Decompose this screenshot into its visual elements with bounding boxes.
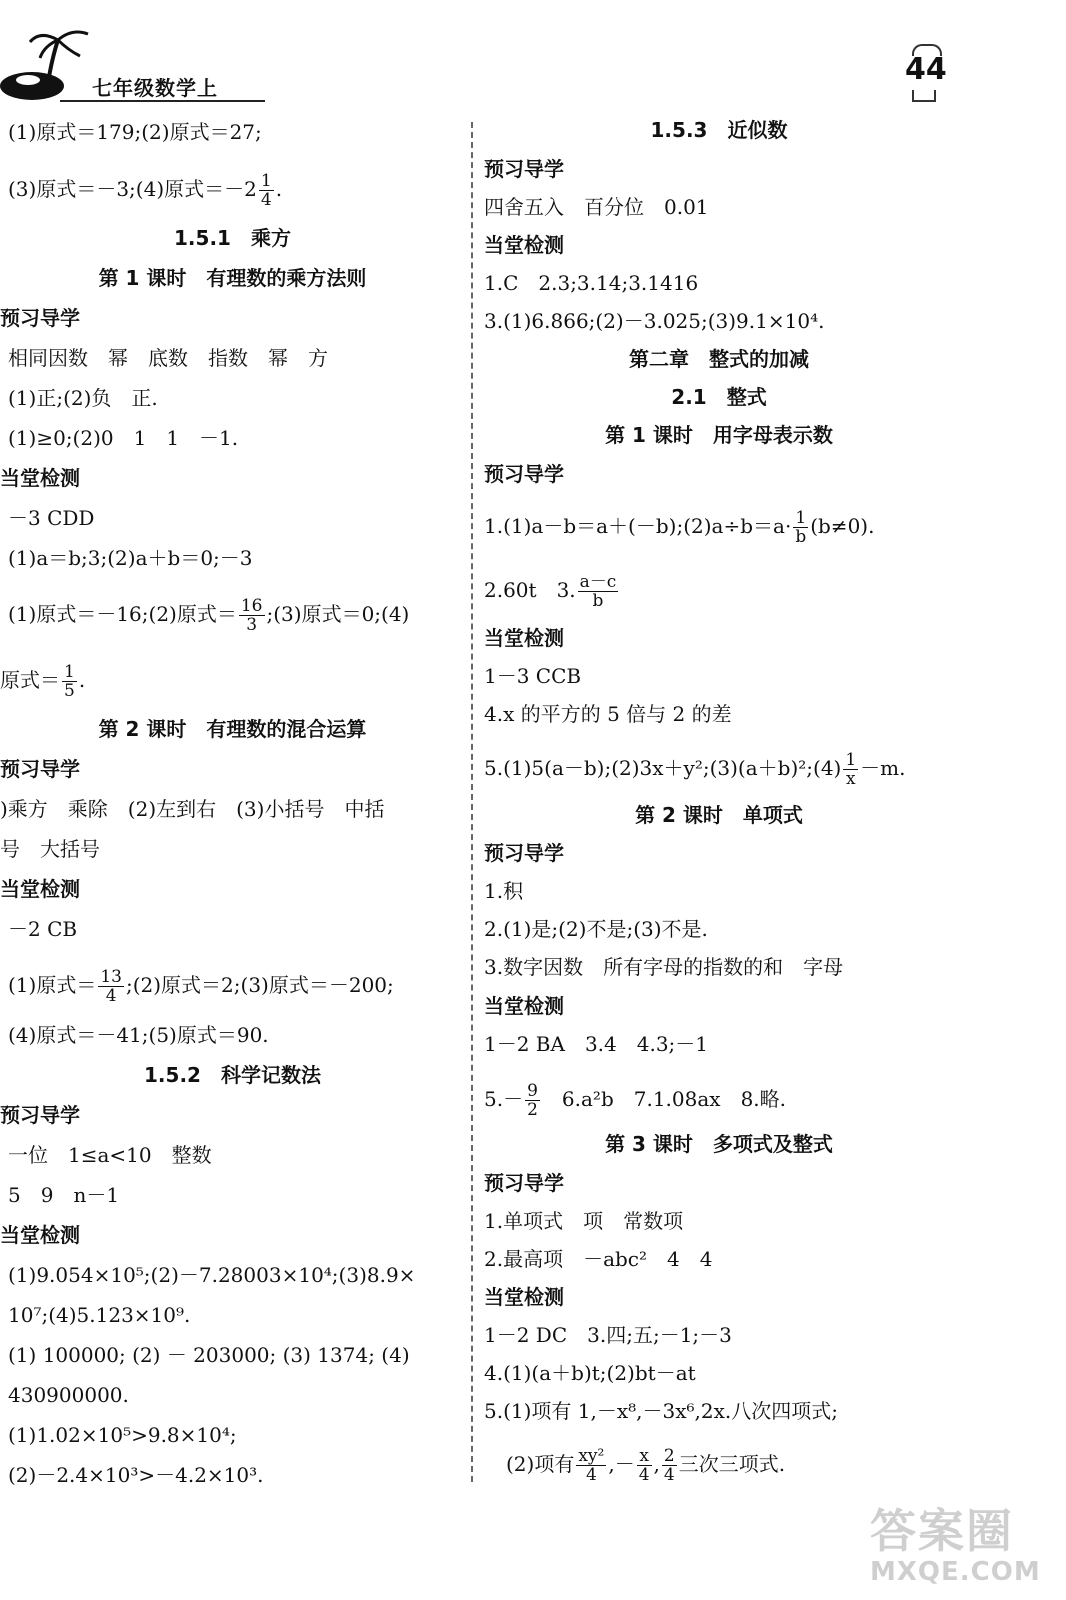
- lesson-title: 第 1 课时 有理数的乘方法则: [98, 266, 367, 290]
- answer-line: (1)原式＝ $\frac{13}{4}$ ;(2)原式＝2;(3)原式＝－200;: [8, 967, 394, 1006]
- answer-line: －2 CB: [8, 917, 78, 941]
- answer-line: (1)≥0;(2)0 1 1 －1.: [8, 426, 239, 450]
- answer-line: (1)正;(2)负 正.: [8, 386, 158, 410]
- section-title: 1.5.2 科学记数法: [144, 1063, 321, 1087]
- answer-line: 5.(1)5(a－b);(2)3x＋y²;(3)(a＋b)²;(4) $\frac{1}{x}$ －m.: [484, 750, 906, 789]
- answer-line: (4)原式＝－41;(5)原式＝90.: [8, 1023, 269, 1047]
- answer-line: 1.积: [484, 879, 524, 903]
- page-header: [0, 0, 1066, 110]
- subheading: 预习导学: [484, 157, 564, 181]
- subheading: 当堂检测: [484, 233, 564, 257]
- answer-line: )乘方 乘除 (2)左到右 (3)小括号 中括: [0, 797, 385, 821]
- answer-line: 2.60t 3. $\frac{a-c}{b}$: [484, 572, 617, 611]
- answer-line: 4.x 的平方的 5 倍与 2 的差: [484, 702, 732, 726]
- answer-line: 号 大括号: [0, 837, 100, 861]
- fraction: $\frac{\text{xy²}}{4}$: [578, 1446, 605, 1485]
- page-ornament-bottom: [912, 90, 936, 102]
- answer-line: 1.C 2.3;3.14;3.1416: [484, 271, 699, 295]
- answer-line: 1－3 CCB: [484, 664, 582, 688]
- answer-line: (1)9.054×10⁵;(2)－7.28003×10⁴;(3)8.9×: [8, 1263, 416, 1287]
- answer-line: (2)项有 $\frac{\text{xy²}}{4}$ ,－ $\frac{x}{4}$ , $\frac{2}{4}$ 三次三项式.: [506, 1446, 786, 1485]
- fraction: $\frac{2}{4}$: [663, 1446, 675, 1485]
- answer-line: 1.(1)a－b＝a＋(－b);(2)a÷b＝a· $\frac{1}{b}$ (b≠0).: [484, 508, 875, 547]
- answer-line: 5.－ $\frac{9}{2}$ 6.a²b 7.1.08ax 8.略.: [484, 1081, 787, 1120]
- fraction: $\frac{13}{4}$: [100, 967, 122, 1006]
- watermark-url: MXQE.COM: [870, 1557, 1041, 1587]
- subheading: 当堂检测: [0, 466, 80, 490]
- lesson-title: 第 2 课时 有理数的混合运算: [98, 717, 367, 741]
- subheading: 当堂检测: [484, 994, 564, 1018]
- answer-line: 原式＝ $\frac{1}{5}$ .: [0, 662, 86, 701]
- answer-line: (1)原式＝－16;(2)原式＝ $\frac{16}{3}$ ;(3)原式＝0;(4): [8, 596, 410, 635]
- subheading: 预习导学: [0, 1103, 80, 1127]
- subheading: 当堂检测: [0, 877, 80, 901]
- column-divider: [471, 122, 473, 1482]
- chapter-title: 第二章 整式的加减: [629, 347, 809, 371]
- answer-line: (3)原式＝－3;(4)原式＝－2 $\frac{1}{4}$ .: [8, 171, 283, 210]
- answer-line: 5 9 n－1: [8, 1183, 120, 1207]
- subheading: 预习导学: [484, 462, 564, 486]
- page-number: 44: [905, 52, 947, 87]
- section-title: 2.1 整式: [671, 385, 767, 409]
- answer-line: (1)a＝b;3;(2)a＋b＝0;－3: [8, 546, 253, 570]
- fraction: $\frac{1}{b}$: [795, 508, 807, 547]
- answer-line: 1.单项式 项 常数项: [484, 1209, 684, 1233]
- answer-line: (1)1.02×10⁵>9.8×10⁴;: [8, 1423, 237, 1447]
- fraction: $\frac{1}{x}$: [845, 750, 857, 789]
- answer-line: 1－2 BA 3.4 4.3;－1: [484, 1032, 709, 1056]
- answer-line: 2.(1)是;(2)不是;(3)不是.: [484, 917, 708, 941]
- subheading: 当堂检测: [484, 626, 564, 650]
- section-title: 1.5.3 近似数: [650, 118, 788, 142]
- fraction: $\frac{9}{2}$: [527, 1081, 538, 1120]
- subheading: 当堂检测: [484, 1285, 564, 1309]
- answer-line: 2.最高项 －abc² 4 4: [484, 1247, 713, 1271]
- answer-line: 5.(1)项有 1,－x⁸,－3x⁶,2x.八次四项式;: [484, 1399, 838, 1423]
- subheading: 预习导学: [0, 306, 80, 330]
- answer-line: 3.数字因数 所有字母的指数的和 字母: [484, 955, 844, 979]
- answer-line: 相同因数 幂 底数 指数 幂 方: [8, 346, 328, 370]
- fraction: $\frac{x}{4}$: [638, 1446, 650, 1485]
- header-rule: [60, 100, 265, 102]
- answer-line: 1－2 DC 3.四;五;－1;－3: [484, 1323, 732, 1347]
- lesson-title: 第 2 课时 单项式: [635, 803, 803, 827]
- answer-line: －3 CDD: [8, 506, 95, 530]
- answer-line: (2)－2.4×10³>－4.2×10³.: [8, 1463, 264, 1487]
- fraction: $\frac{1}{5}$: [64, 662, 75, 701]
- answer-line: 10⁷;(4)5.123×10⁹.: [8, 1303, 191, 1327]
- answer-line: (1) 100000; (2) － 203000; (3) 1374; (4): [8, 1343, 410, 1367]
- fraction: $\frac{1}{4}$: [260, 171, 272, 210]
- subheading: 预习导学: [0, 757, 80, 781]
- answer-line: (1)原式＝179;(2)原式＝27;: [8, 120, 262, 144]
- subheading: 当堂检测: [0, 1223, 80, 1247]
- fraction: $\frac{16}{3}$: [240, 596, 263, 635]
- lesson-title: 第 3 课时 多项式及整式: [605, 1132, 833, 1156]
- book-title: 七年级数学上: [92, 76, 218, 100]
- watermark-logo: 答案圈: [870, 1504, 1014, 1558]
- answer-line: 3.(1)6.866;(2)－3.025;(3)9.1×10⁴.: [484, 309, 825, 333]
- answer-line: 430900000.: [8, 1383, 129, 1407]
- subheading: 预习导学: [484, 841, 564, 865]
- watermark: [860, 1495, 1050, 1595]
- section-title: 1.5.1 乘方: [174, 226, 291, 250]
- palm-tree-logo-icon: [0, 28, 95, 103]
- answer-line: 四舍五入 百分位 0.01: [484, 195, 709, 219]
- answer-line: 4.(1)(a＋b)t;(2)bt－at: [484, 1361, 696, 1385]
- answer-line: 一位 1≤a<10 整数: [8, 1143, 212, 1167]
- lesson-title: 第 1 课时 用字母表示数: [605, 423, 833, 447]
- fraction: $\frac{a-c}{b}$: [579, 572, 617, 611]
- subheading: 预习导学: [484, 1171, 564, 1195]
